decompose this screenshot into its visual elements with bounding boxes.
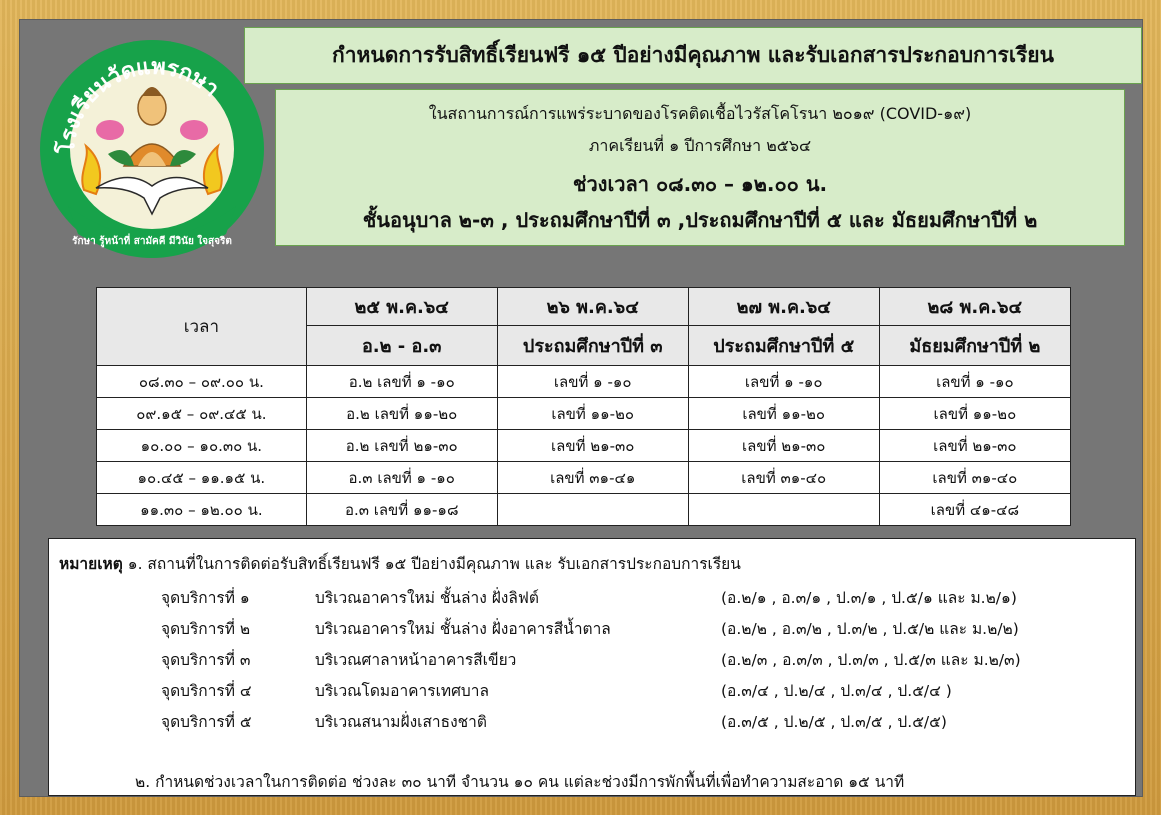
schedule-cell: อ.๒ เลขที่ ๑๑-๒๐ <box>306 398 497 430</box>
date-header: ๒๕ พ.ค.๖๔ <box>306 288 497 326</box>
schedule-cell: อ.๓ เลขที่ ๑ -๑๐ <box>306 462 497 494</box>
service-point-classes: (อ.๓/๔ , ป.๒/๔ , ป.๓/๔ , ป.๕/๔ ) <box>721 682 952 700</box>
service-point-classes: (อ.๒/๑ , อ.๓/๑ , ป.๓/๑ , ป.๕/๑ และ ม.๒/๑) <box>721 589 1017 607</box>
school-logo <box>38 38 266 260</box>
service-point-classes: (อ.๒/๓ , อ.๓/๓ , ป.๓/๓ , ป.๕/๓ และ ม.๒/๓) <box>721 651 1021 669</box>
subtitle-covid: ในสถานการณ์การแพร่ระบาดของโรคติดเชื้อไวรัสโคโรนา ๒๐๑๙ (COVID-๑๙) <box>428 104 972 123</box>
service-point-name: จุดบริการที่ ๕ <box>161 713 252 731</box>
notes-box <box>48 538 1136 796</box>
service-point-name: จุดบริการที่ ๔ <box>161 682 252 700</box>
notes-item-1-text: ๑. สถานที่ในการติดต่อรับสิทธิ์เรียนฟรี ๑๕ ปีอย่างมีคุณภาพ และ รับเอกสารประกอบการเรียน <box>122 555 741 573</box>
date-header: ๒๗ พ.ค.๖๔ <box>688 288 879 326</box>
date-header: ๒๘ พ.ค.๖๔ <box>879 288 1070 326</box>
service-point-place: บริเวณโดมอาคารเทศบาล <box>315 682 489 700</box>
schedule-cell <box>497 494 688 526</box>
schedule-cell: เลขที่ ๓๑-๔๐ <box>688 462 879 494</box>
page-title: กำหนดการรับสิทธิ์เรียนฟรี ๑๕ ปีอย่างมีคุณภาพ และรับเอกสารประกอบการเรียน <box>244 27 1142 84</box>
service-point-place: บริเวณอาคารใหม่ ชั้นล่าง ฝั่งลิฟต์ <box>315 589 539 607</box>
service-point-row <box>49 709 1135 733</box>
time-column-header: เวลา <box>97 288 307 366</box>
schedule-cell: อ.๒ เลขที่ ๑ -๑๐ <box>306 366 497 398</box>
table-row <box>97 494 1071 526</box>
date-header: ๒๖ พ.ค.๖๔ <box>497 288 688 326</box>
service-point-place: บริเวณศาลาหน้าอาคารสีเขียว <box>315 651 517 669</box>
schedule-cell: เลขที่ ๑๑-๒๐ <box>688 398 879 430</box>
schedule-cell: เลขที่ ๑ -๑๐ <box>497 366 688 398</box>
time-cell: ๑๐.๐๐ – ๑๐.๓๐ น. <box>97 430 307 462</box>
schedule-cell: เลขที่ ๑ -๑๐ <box>879 366 1070 398</box>
grade-header: ประถมศึกษาปีที่ ๕ <box>688 326 879 366</box>
table-row <box>97 462 1071 494</box>
schedule-cell: เลขที่ ๓๑-๔๑ <box>497 462 688 494</box>
schedule-cell: เลขที่ ๒๑-๓๐ <box>497 430 688 462</box>
service-point-place: บริเวณสนามฝั่งเสาธงชาติ <box>315 713 487 731</box>
service-point-place: บริเวณอาคารใหม่ ชั้นล่าง ฝั่งอาคารสีน้ำตาล <box>315 620 611 638</box>
service-point-row <box>49 585 1135 609</box>
table-row <box>97 430 1071 462</box>
logo-motto: รักษา รู้หน้าที่ สามัคคี มีวินัย ใจสุจริต <box>72 236 232 247</box>
table-row <box>97 366 1071 398</box>
subtitle-box <box>275 89 1125 246</box>
service-point-row <box>49 647 1135 671</box>
time-cell: ๐๘.๓๐ – ๐๙.๐๐ น. <box>97 366 307 398</box>
schedule-cell: เลขที่ ๒๑-๓๐ <box>879 430 1070 462</box>
grade-header: มัธยมศึกษาปีที่ ๒ <box>879 326 1070 366</box>
subtitle-semester: ภาคเรียนที่ ๑ ปีการศึกษา ๒๕๖๔ <box>588 136 812 155</box>
schedule-cell: เลขที่ ๓๑-๔๐ <box>879 462 1070 494</box>
schedule-cell <box>688 494 879 526</box>
service-point-name: จุดบริการที่ ๓ <box>161 651 251 669</box>
time-cell: ๐๙.๑๕ – ๐๙.๔๕ น. <box>97 398 307 430</box>
notes-item-2: ๒. กำหนดช่วงเวลาในการติดต่อ ช่วงละ ๓๐ นาที จำนวน ๑๐ คน แต่ละช่วงมีการพักพื้นที่เพื่อทำความสะอาด ๑๕ นาที <box>135 773 905 791</box>
service-point-classes: (อ.๒/๒ , อ.๓/๒ , ป.๓/๒ , ป.๕/๒ และ ม.๒/๒) <box>721 620 1019 638</box>
service-point-name: จุดบริการที่ ๑ <box>161 589 250 607</box>
schedule-cell: เลขที่ ๑๑-๒๐ <box>497 398 688 430</box>
schedule-cell: เลขที่ ๔๑-๔๘ <box>879 494 1070 526</box>
time-cell: ๑๑.๓๐ – ๑๒.๐๐ น. <box>97 494 307 526</box>
schedule-cell: เลขที่ ๒๑-๓๐ <box>688 430 879 462</box>
subtitle-time-range: ช่วงเวลา ๐๘.๓๐ – ๑๒.๐๐ น. <box>572 172 828 196</box>
service-point-row <box>49 678 1135 702</box>
notes-item-1 <box>59 551 741 576</box>
service-point-name: จุดบริการที่ ๒ <box>161 620 251 638</box>
schedule-table <box>96 287 1071 526</box>
schedule-cell: เลขที่ ๑๑-๒๐ <box>879 398 1070 430</box>
time-cell: ๑๐.๔๕ – ๑๑.๑๕ น. <box>97 462 307 494</box>
grade-header: ประถมศึกษาปีที่ ๓ <box>497 326 688 366</box>
subtitle-grades: ชั้นอนุบาล ๒-๓ , ประถมศึกษาปีที่ ๓ ,ประถมศึกษาปีที่ ๕ และ มัธยมศึกษาปีที่ ๒ <box>362 208 1038 232</box>
service-point-classes: (อ.๓/๕ , ป.๒/๕ , ป.๓/๕ , ป.๕/๕) <box>721 713 947 731</box>
schedule-cell: เลขที่ ๑ -๑๐ <box>688 366 879 398</box>
table-row <box>97 398 1071 430</box>
notes-label: หมายเหตุ <box>59 555 123 573</box>
schedule-cell: อ.๓ เลขที่ ๑๑-๑๘ <box>306 494 497 526</box>
service-point-row <box>49 616 1135 640</box>
logo-text: โรงเรียนวัดแพรกษา <box>54 54 224 155</box>
grade-header: อ.๒ - อ.๓ <box>306 326 497 366</box>
schedule-cell: อ.๒ เลขที่ ๒๑-๓๐ <box>306 430 497 462</box>
